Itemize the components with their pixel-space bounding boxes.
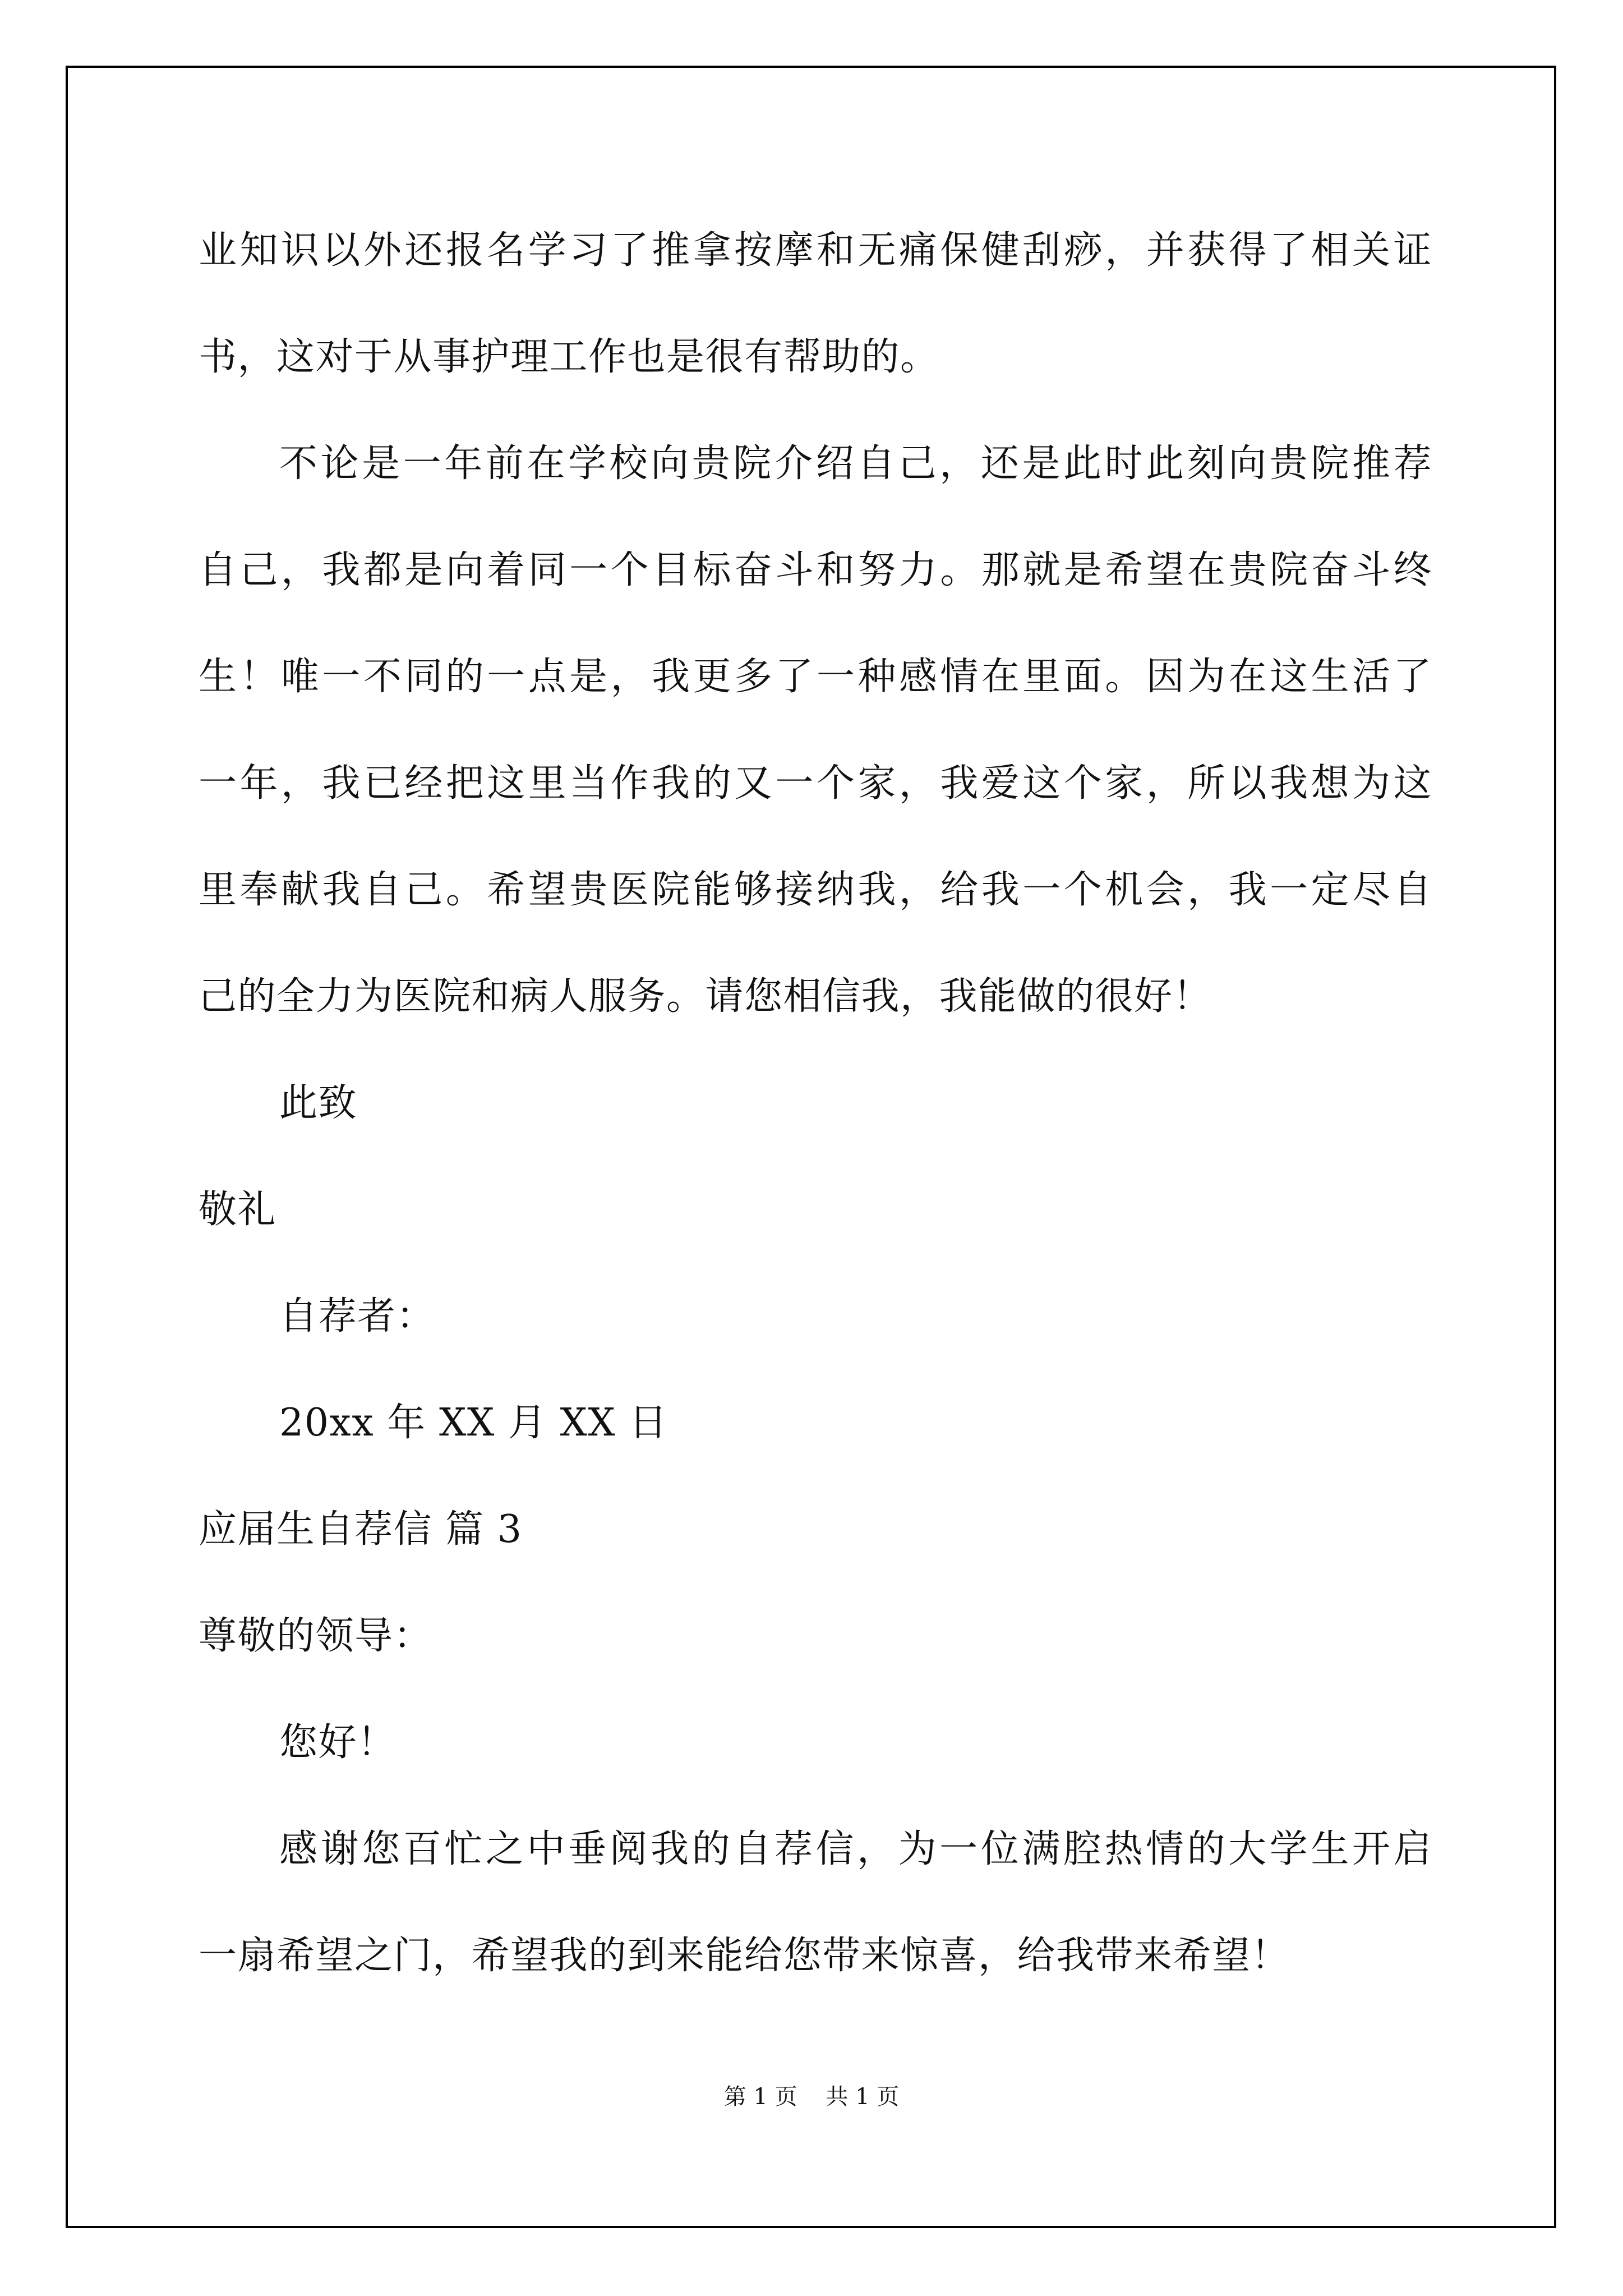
paragraph-line: 书，这对于从事护理工作也是很有帮助的。 bbox=[199, 335, 939, 379]
paragraph-line: 自己，我都是向着同一个目标奋斗和努力。那就是希望在贵院奋斗终 bbox=[199, 548, 1432, 592]
paragraph-line: 一年，我已经把这里当作我的又一个家，我爱这个家，所以我想为这 bbox=[199, 761, 1432, 806]
paragraph-line: 感谢您百忙之中垂阅我的自荐信，为一位满腔热情的大学生开启 bbox=[279, 1827, 1432, 1871]
section-title: 应届生自荐信 篇 3 bbox=[199, 1507, 523, 1552]
paragraph-line: 一扇希望之门，希望我的到来能给您带来惊喜，给我带来希望！ bbox=[199, 1934, 1290, 1978]
paragraph-line: 业知识以外还报名学习了推拿按摩和无痛保健刮痧，并获得了相关证 bbox=[199, 228, 1432, 273]
greeting-recipient: 尊敬的领导： bbox=[199, 1614, 433, 1658]
signature-label: 自荐者： bbox=[279, 1294, 436, 1338]
closing-salutation: 此致 bbox=[279, 1081, 358, 1125]
paragraph-line: 生！唯一不同的一点是，我更多了一种感情在里面。因为在这生活了 bbox=[199, 655, 1432, 699]
page-footer: 第 1 页 共 1 页 bbox=[723, 2084, 900, 2110]
date-line: 20xx 年 XX 月 XX 日 bbox=[279, 1401, 668, 1445]
paragraph-line: 里奉献我自己。希望贵医院能够接纳我，给我一个机会，我一定尽自 bbox=[199, 868, 1432, 912]
paragraph-line: 己的全力为医院和病人服务。请您相信我，我能做的很好！ bbox=[199, 974, 1212, 1019]
paragraph-line: 不论是一年前在学校向贵院介绍自己，还是此时此刻向贵院推荐 bbox=[279, 441, 1432, 486]
closing-regards: 敬礼 bbox=[199, 1188, 277, 1232]
greeting: 您好！ bbox=[279, 1720, 396, 1765]
page-border bbox=[66, 66, 1556, 2228]
